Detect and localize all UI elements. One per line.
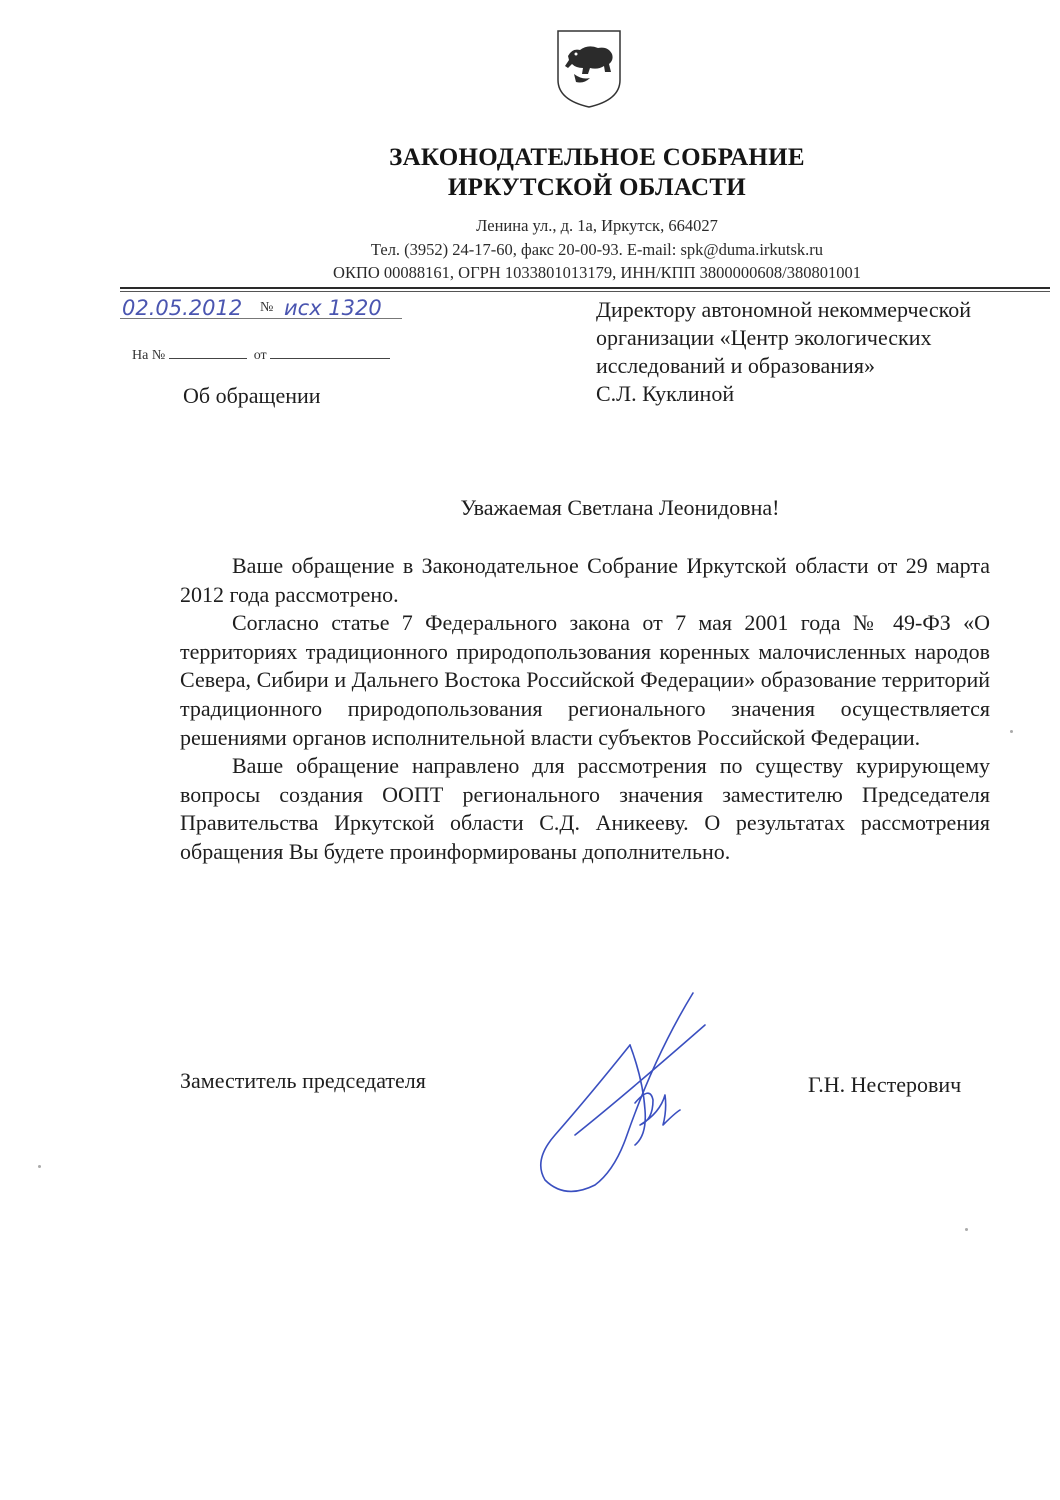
- scan-speck: [38, 1165, 41, 1168]
- letter-subject: Об обращении: [183, 383, 321, 408]
- irkutsk-coat-of-arms-icon: [554, 28, 624, 110]
- org-name-line1: ЗАКОНОДАТЕЛЬНОЕ СОБРАНИЕ: [389, 144, 805, 171]
- incoming-number-blank: [169, 345, 247, 359]
- signatory-name: Г.Н. Нестерович: [808, 1072, 962, 1097]
- body-paragraph: Согласно статье 7 Федерального закона от 7 мая 2001 года № 49-ФЗ «О территориях традиционного природопользования коренных малочисленных народов Севера, Сибири и Дальнего Востока Российской Федерации» образование территорий традиционного природопользования регионального значения осуществляется решениями органов исполнительной власти субъектов Российской Федерации.: [180, 610, 990, 750]
- incoming-date-blank: [270, 345, 390, 359]
- signatory-title: Заместитель председателя: [180, 1068, 426, 1093]
- org-registry-codes: ОКПО 00088161, ОГРН 1033801013179, ИНН/КПП 3800000608/380801001: [333, 263, 861, 282]
- handwritten-signature: [535, 985, 710, 1200]
- body-paragraph: Ваше обращение в Законодательное Собрание Иркутской области от 29 марта 2012 года рассмотрено.: [180, 553, 990, 607]
- outgoing-number-label: №: [260, 300, 274, 315]
- letter-body: [180, 552, 990, 867]
- addressee-line: Директору автономной некоммерческой: [596, 297, 971, 322]
- outgoing-date: 02.05.2012: [122, 296, 243, 320]
- header-divider-thin: [120, 291, 1050, 292]
- org-address: Ленина ул., д. 1а, Иркутск, 664027: [476, 216, 718, 235]
- outgoing-underline: [120, 318, 402, 319]
- salutation: Уважаемая Светлана Леонидовна!: [460, 495, 780, 520]
- coat-of-arms-emblem: [554, 28, 624, 110]
- incoming-number-label: На №: [132, 348, 166, 363]
- outgoing-number: исх 1320: [284, 296, 382, 320]
- incoming-reference: [132, 345, 390, 364]
- org-name-line2: ИРКУТСКОЙ ОБЛАСТИ: [447, 174, 747, 201]
- body-paragraph: Ваше обращение направлено для рассмотрения по существу курирующему вопросы создания ООПТ регионального значения заместителю Председателя Правительства Иркутской области С.Д. Аникееву. О результатах рассмотрения обращения Вы будете проинформированы дополнительно.: [180, 753, 990, 864]
- incoming-from-label: от: [253, 348, 267, 363]
- scan-speck: [1010, 730, 1013, 733]
- addressee-name: С.Л. Куклиной: [596, 381, 735, 406]
- addressee-line: исследований и образования»: [596, 353, 875, 378]
- scan-speck: [965, 1228, 968, 1231]
- header-divider: [120, 287, 1050, 289]
- org-contacts: Тел. (3952) 24-17-60, факс 20-00-93. E-mail: spk@duma.irkutsk.ru: [370, 240, 824, 259]
- outgoing-reference: [120, 296, 402, 322]
- addressee-line: организации «Центр экологических: [596, 325, 932, 350]
- addressee-block: [596, 296, 971, 408]
